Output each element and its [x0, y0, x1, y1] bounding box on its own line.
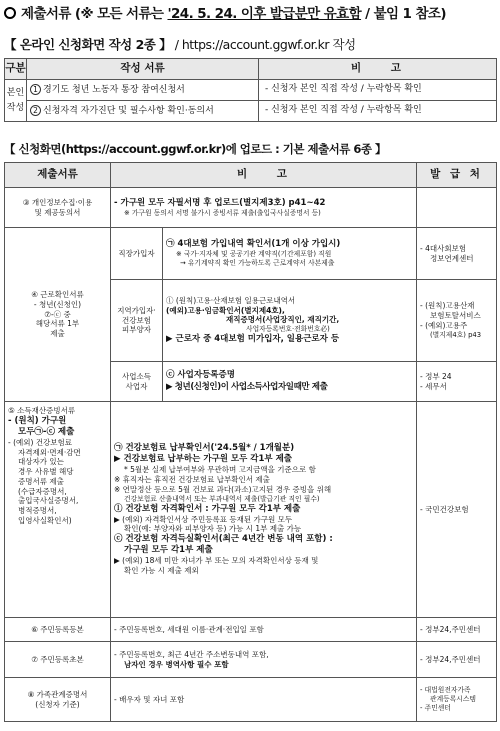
note-cell: ㉠ 4대보험 가입내역 확인서(1개 이상 가입시) ※ 국가·지자체 및 공공기관 계약직(기간제포함) 직원 → 유기계약직 확인 가능하도록 근로계약서 사본제출 — [163, 228, 417, 280]
col-header-note: 비 고 — [111, 163, 417, 188]
issuer-cell: - 대법원전자가족 관계등록시스템 - 주민센터 — [417, 678, 497, 722]
col-header-document: 제출서류 — [5, 163, 111, 188]
document-cell: ④ 근로확인서류 - 청년(신청인) ⑦-ⓒ 중 해당서류 1부 제출 — [5, 228, 111, 402]
table-row — [5, 642, 497, 678]
issuer-cell: - 정부 24 - 세무서 — [417, 362, 497, 402]
subcategory-label: 사업소득 사업자 — [111, 362, 163, 402]
document-note: - 신청자 본인 직접 작성 / 누락항목 확인 — [259, 80, 497, 101]
document-cell: ③ 개인정보수집·이용 및 제공동의서 — [5, 188, 111, 228]
issuer-cell: - 국민건강보험 — [417, 402, 497, 618]
document-cell: ⑧ 가족관계증명서 (신청자 기준) — [5, 678, 111, 722]
note-cell: - 주민등록번호, 세대원 이름·관계·전입일 포함 — [111, 618, 417, 642]
upload-documents-table — [4, 162, 497, 722]
table-row — [5, 402, 497, 618]
online-section-heading: 【 온라인 신청화면 작성 2종 】 / https://account.ggwf.or.kr 작성 — [4, 37, 356, 52]
online-forms-table — [4, 58, 497, 122]
document-cell: ⑦ 주민등록초본 — [5, 642, 111, 678]
document-name: 경기도 청년 노동자 통장 참여신청서 — [43, 84, 185, 95]
upload-section-heading: 【 신청화면(https://account.ggwf.or.kr)에 업로드 : 기본 제출서류 6종 】 — [4, 142, 387, 156]
issuer-cell: - (원칙)고용산재 보험토탈서비스 - (예외)고용주 (별지제4호) p43 — [417, 280, 497, 362]
note-cell: - 배우자 및 자녀 포함 — [111, 678, 417, 722]
row-number: 1 — [30, 84, 41, 95]
issuer-cell: - 4대사회보험 정보연계센터 — [417, 228, 497, 280]
table-row — [5, 678, 497, 722]
table-row — [5, 618, 497, 642]
col-header-issuer: 발 급 처 — [417, 163, 497, 188]
col-header-document: 작성 서류 — [27, 59, 259, 80]
group-label: 본인 작성 — [5, 80, 27, 122]
note-cell: - 주민등록번호, 최근 4년간 주소변동내역 포함, 남자인 경우 병역사항 필수 포함 — [111, 642, 417, 678]
document-note: - 신청자 본인 직접 작성 / 누락항목 확인 — [259, 101, 497, 122]
table-row — [5, 188, 497, 228]
subcategory-label: 직장가입자 — [111, 228, 163, 280]
col-header-note: 비 고 — [259, 59, 497, 80]
table-row — [5, 101, 497, 122]
issuer-cell: - 정부24,주민센터 — [417, 618, 497, 642]
table-row — [5, 228, 497, 280]
page-title: 제출서류 (※ 모든 서류는 '24. 5. 24. 이후 발급분만 유효함 / 붙임 1 참조) — [4, 6, 496, 28]
issuer-cell: - 정부24,주민센터 — [417, 642, 497, 678]
document-name: 신청자격 자가진단 및 필수사항 확인·동의서 — [43, 105, 214, 116]
note-cell: ㉠ 건강보험료 납부확인서('24.5월* / 1개월분) ▶ 건강보험료 납부하는 가구원 모두 각1부 제출 * 5월분 실제 납부여부와 무관하며 고지금액을 기준으로 함 ※ 휴직자는 휴직전 건강보험료 납부확인서 제출 ※ 연말정산 등으로 5월 건보료 과다(과소)고지된 경우 증빙을 위해 건강보험료 산출내역서 또는 부과내역서 제출(발급기관 직인 필수) ⓛ 건강보험 자격확인서 : 가구원 모두 각1부 제출 ▶ (예외) 자격확인서상 주민등록표 등재된 가구원 모두 확인(예: 부양자와 피부양자 등) 가능 시 1부 제출 가능 ⓒ 건강보험 자격득실확인서(최근 4년간 변동 내역 포함) : 가구원 모두 각1부 제출 ▶ (예외) 18세 미만 자녀가 부 또는 모의 자격확인서상 등재 및 확인 가능 시 제출 제외 — [111, 402, 417, 618]
document-cell: ⑥ 주민등록등본 — [5, 618, 111, 642]
note-cell: ⓛ (원칙)고용·산재보험 일용근로내역서 (예외)고용·임금확인서(별지제4호), 재직증명서(사업장직인, 재직기간, 사업자등록번호·전화번호必) ▶ 근로자 중 4대보험 미가입자, 일용근로자 등 — [163, 280, 417, 362]
col-header-category: 구분 — [5, 59, 27, 80]
document-cell: ⑤ 소득재산증빙서류 - (원칙) 가구원 모두㉠-ⓒ 제출 - (예외) 건강보험료 자격제외·면제·감면 대상자가 있는 경우 사유별 해당 증명서류 제출 (수급자증명서, 출입국사실증명서, 병적증명서, 입영사실확인서) — [5, 402, 111, 618]
table-row — [5, 80, 497, 101]
circle-bullet-icon — [4, 7, 16, 19]
row-number: 2 — [30, 105, 41, 116]
note-cell: ⓒ 사업자등록증명 ▶ 청년(신청인)이 사업소득사업자일때만 제출 — [163, 362, 417, 402]
note-cell: - 가구원 모두 자필서명 후 업로드(별지제3호) p41~42 ※ 가구원 동의서 서명 불가시 증빙서류 제출(출입국사실증명서 등) — [111, 188, 417, 228]
issuer-cell — [417, 188, 497, 228]
subcategory-label: 지역가입자· 건강보험 피부양자 — [111, 280, 163, 362]
